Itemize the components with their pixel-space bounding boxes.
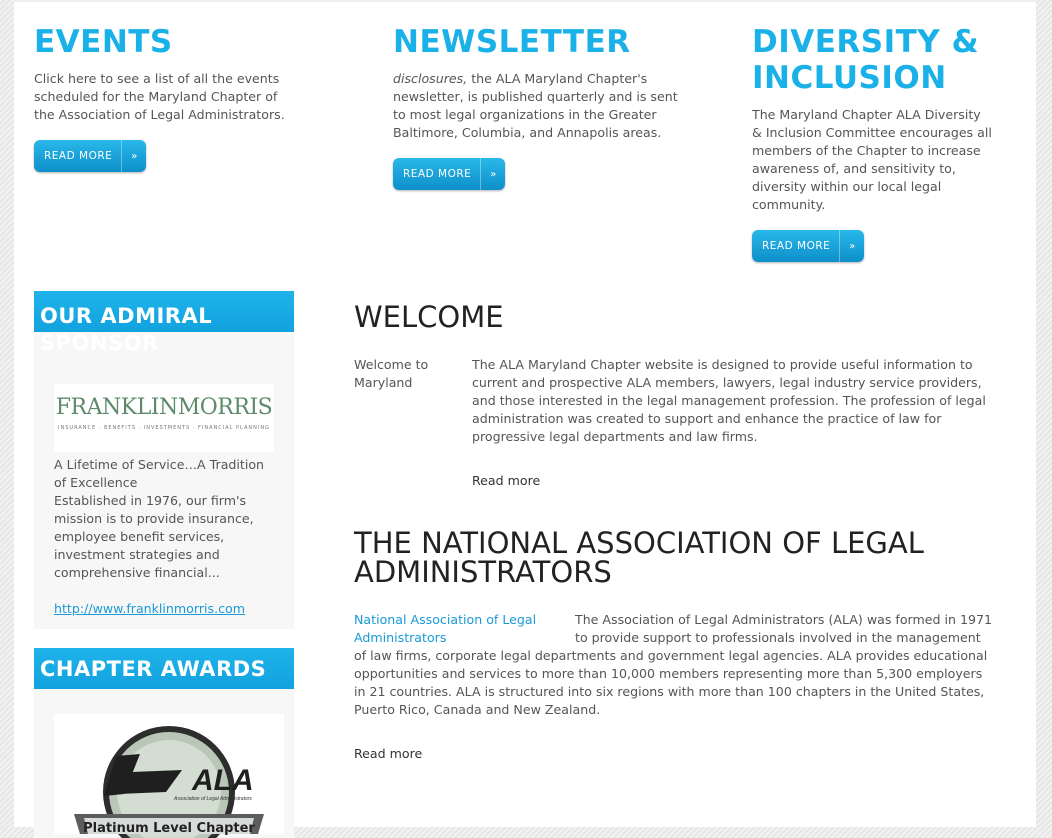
chevron-right-icon: » xyxy=(839,230,864,262)
franklinmorris-logo[interactable] xyxy=(54,384,274,452)
sponsor-link[interactable]: http://www.franklinmorris.com xyxy=(54,601,245,616)
welcome-text: The ALA Maryland Chapter website is designed to provide useful information to current and prospective ALA members, lawyers, legal industry service providers, and those interested in the legal management profession. The profession of legal administration was created to support and enhance the practice of law for progressive legal departments and law firms. xyxy=(472,357,986,444)
newsletter-description: the ALA Maryland Chapter's newsletter, is published quarterly and is sent to most legal organizations in the Greater Baltimore, Columbia, and Annapolis areas. xyxy=(393,71,678,140)
newsletter-block xyxy=(393,24,693,190)
diversity-read-more-label: READ MORE xyxy=(762,240,831,252)
events-read-more-label: READ MORE xyxy=(44,150,113,162)
awards-widget xyxy=(34,648,294,838)
sponsor-title: OUR ADMIRAL SPONSOR xyxy=(40,304,213,355)
national-title: THE NATIONAL ASSOCIATION OF LEGAL ADMINISTRATORS xyxy=(354,526,924,589)
welcome-section xyxy=(354,300,994,489)
newsletter-read-more-label: READ MORE xyxy=(403,168,472,180)
events-title[interactable]: EVENTS xyxy=(34,24,173,60)
newsletter-name: disclosures, xyxy=(393,71,468,86)
events-read-more-button[interactable] xyxy=(34,140,146,172)
award-badge-graphic xyxy=(54,714,284,834)
national-link[interactable]: National Association of Legal Administrators xyxy=(354,612,537,645)
diversity-text: The Maryland Chapter ALA Diversity & Inclusion Committee encourages all members of the Chapter to increase awareness of, and sensitivity to, diversity within our local legal community. xyxy=(752,107,992,212)
ribbon-text: Platinum Level Chapter xyxy=(83,821,255,836)
chevron-right-icon: » xyxy=(480,158,505,190)
badge-sub: Association of Legal Administrators xyxy=(174,796,252,802)
welcome-read-more-link[interactable]: Read more xyxy=(472,473,541,488)
national-text: The Association of Legal Administrators (ALA) was formed in 1971 to provide support to professionals involved in the management of law firms, corporate legal departments and government legal agencies. ALA provides educational opportunities and services to more than 10,000 members representing more than 5,300 employers in 21 countries. ALA is structured into six regions with more than 100 chapters in the United States, Puerto Rico, Canada and New Zealand. xyxy=(354,612,993,717)
national-read-more-link[interactable]: Read more xyxy=(354,746,423,761)
sponsor-text: Established in 1976, our firm's mission is to provide insurance, employee benefit services, investment strategies and comprehensive financial... xyxy=(54,493,254,580)
diversity-title[interactable]: DIVERSITY & INCLUSION xyxy=(752,24,980,96)
sponsor-tagline: A Lifetime of Service…A Tradition of Excellence xyxy=(54,457,265,490)
welcome-title: WELCOME xyxy=(354,300,504,334)
award-badge xyxy=(54,714,284,834)
welcome-label: Welcome to Maryland xyxy=(354,357,429,390)
diversity-block xyxy=(752,24,992,262)
sponsor-header xyxy=(34,291,294,355)
newsletter-text xyxy=(393,70,693,142)
diversity-read-more-button[interactable] xyxy=(752,230,864,262)
badge-text: ALA xyxy=(192,764,254,797)
page xyxy=(14,0,1036,836)
events-text: Click here to see a list of all the events scheduled for the Maryland Chapter of the Association of Legal Administrators. xyxy=(34,71,285,122)
awards-header xyxy=(34,648,294,689)
newsletter-read-more-button[interactable] xyxy=(393,158,505,190)
logo-tagline: INSURANCE · BENEFITS · INVESTMENTS · FINANCIAL PLANNING xyxy=(58,425,270,431)
logo-name: FRANKLINMORRIS xyxy=(55,395,273,420)
national-section xyxy=(354,526,994,762)
chevron-right-icon: » xyxy=(121,140,146,172)
sponsor-widget xyxy=(34,291,294,629)
events-block xyxy=(34,24,296,172)
newsletter-title[interactable]: NEWSLETTER xyxy=(393,24,631,60)
awards-title: CHAPTER AWARDS xyxy=(40,657,267,681)
